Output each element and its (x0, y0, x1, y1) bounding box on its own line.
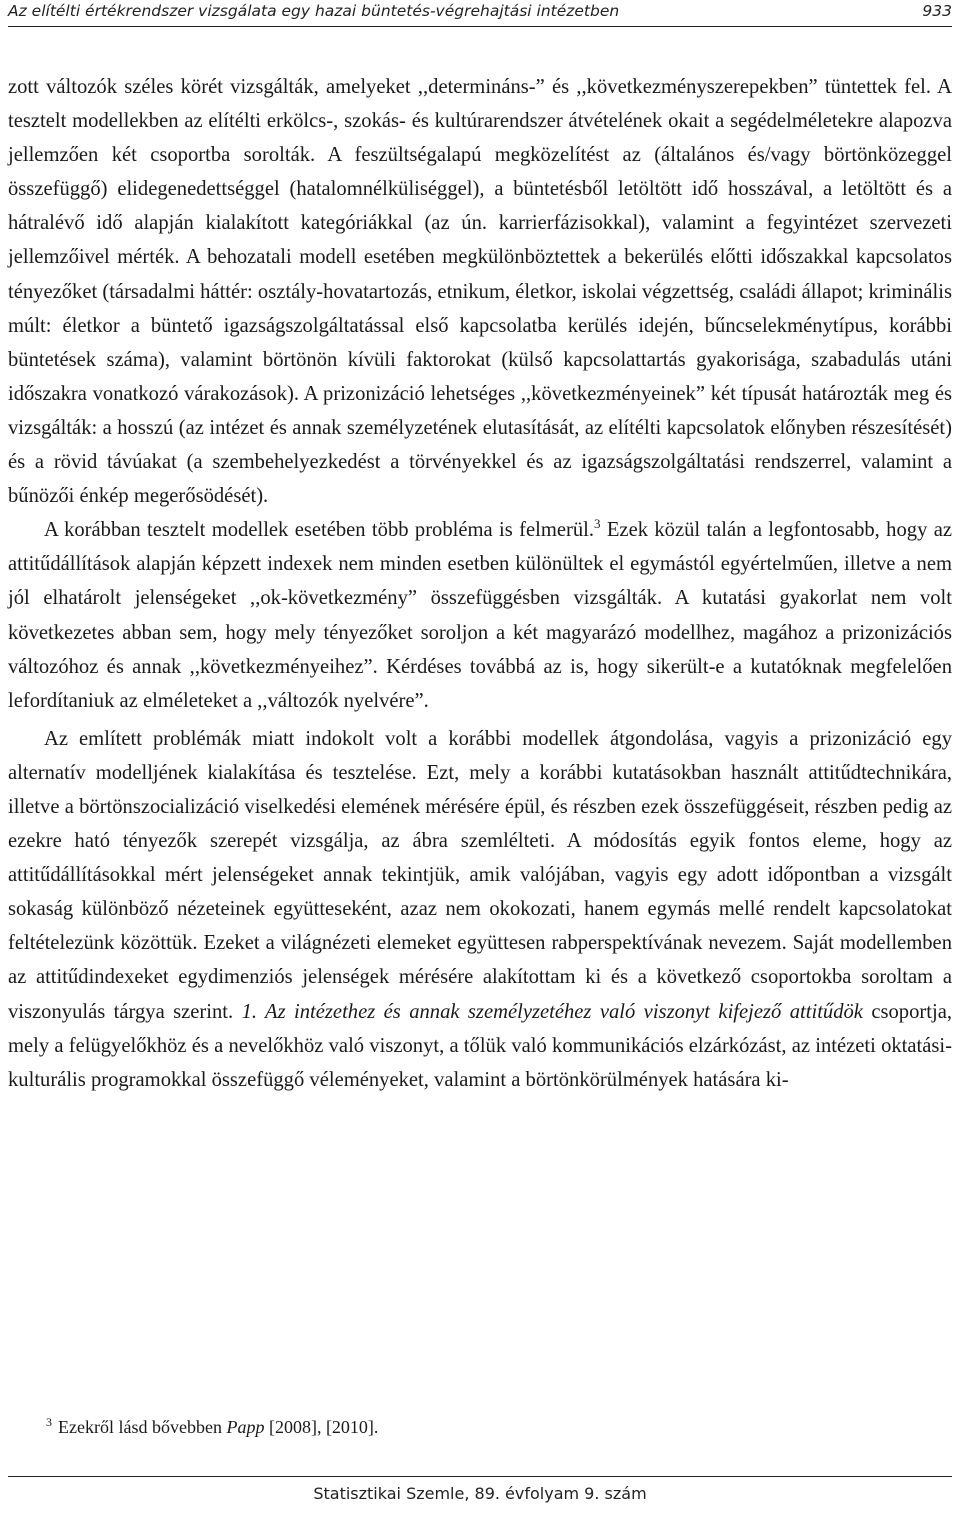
header-title: Az elítélti értékrendszer vizsgálata egy hazai büntetés-végrehajtási intézetben (8, 2, 620, 20)
paragraph-3-text-b: csoportja, mely a felügyelőkhöz és a nevelőkhöz való viszonyt, a tőlük való kommunikációs elzárkózást, az intézeti oktatási-kulturális programokkal összefüggő véleményeket, valamint a börtönkörülmények hatására ki- (8, 1000, 952, 1091)
paragraph-1: zott változók széles körét vizsgálták, amelyeket ,,determináns-” és ,,következményszerepekben” tüntettek fel. A tesztelt modellekben az elítélti erkölcs-, szokás- és kultúrarendszer átvételének okait a segédelméletekre alapozva jellemzően két csoportba sorolták. A feszültségalapú megközelítést az (általános és/vagy börtönközeggel összefüggő) elidegenedettséggel (hatalomnélküliséggel), a büntetésből letöltött idő hosszával, a letöltött és a hátralévő idő alapján kialakított kategóriákkal (az ún. karrierfázisokkal), valamint a fegyintézet szervezeti jellemzőivel mérték. A behozatali modell esetében megkülönböztettek a bekerülés előtti időszakkal kapcsolatos tényezőket (társadalmi háttér: osztály-hovatartozás, etnikum, életkor, iskolai végzettség, családi állapot; kriminális múlt: életkor a büntető igazságszolgáltatással első kapcsolatba kerülés idején, bűncselekménytípus, korábbi büntetések száma), valamint börtönön kívüli faktorokat (külső kapcsolattartás gyakorisága, szabadulás utáni időszakra vonatkozó várakozások). A prizonizáció lehetséges ,,következményeinek” két típusát határozták meg és vizsgálták: a hosszú (az intézet és annak személyzetének elutasítását, az elítélti kapcsolatok előnyben részesítését) és a rövid távúakat (a szembehelyezkedést a törvényekkel és az igazságszolgáltatási rendszerrel, valamint a bűnözői énkép megerősödését). (8, 76, 952, 508)
running-header (8, 0, 952, 22)
header-rule (8, 26, 952, 27)
paragraph-3 (8, 722, 952, 1097)
paragraph-3-italic-term: 1. Az intézethez és annak személyzetéhez való viszonyt kifejező attitűdök (241, 1000, 863, 1023)
running-footer: Statisztikai Szemle, 89. évfolyam 9. szám (313, 1484, 647, 1503)
footnote-3 (46, 1415, 378, 1439)
paragraph-2-text-a: A korábban tesztelt modellek esetében több probléma is felmerül. (44, 519, 594, 542)
paragraph-2 (8, 513, 952, 718)
footnote-reference-3[interactable]: 3 (594, 516, 601, 532)
paragraph-2-text-b: Ezek közül talán a legfontosabb, hogy az attitűdállítások alapján képzett indexek nem minden esetben különültek el egymástól egyértelműen, illetve a nem jól elhatárolt jelenségeket ,,ok-következmény” összefüggésben vizsgálták. A kutatási gyakorlat nem volt következetes abban sem, hogy mely tényezőket soroljon a két magyarázó modellhez, magához a prizonizációs változóhoz és annak ,,következményeihez”. Kérdéses továbbá az is, hogy sikerült-e a kutatóknak megfelelően lefordítaniuk az elméleteket a ,,változók nyelvére”. (8, 519, 952, 712)
header-page-number: 933 (922, 2, 952, 20)
paragraph-3-text-a: Az említett problémák miatt indokolt volt a korábbi modellek átgondolása, vagyis a prizonizáció egy alternatív modelljének kialakítása és tesztelése. Ezt, mely a korábbi kutatásokban használt attitűdtechnikára, illetve a börtönszocializáció viselkedési elemének mérésére épül, és részben ezek összefüggéseit, részben pedig az ezekre ható tényezők szerepét vizsgálja, az ábra szemlélteti. A módosítás egyik fontos eleme, hogy az attitűdállításokkal mért jelenségeket annak tekintjük, amik valójában, vagyis egy adott időpontban a vizsgált sokaság különböző nézeteinek együtteseként, azaz nem okokozati, hanem egymás mellé rendelt kapcsolatokat feltételezünk közöttük. Ezeket a világnézeti elemeket együttesen rabperspektívának nevezem. Saját modellemben az attitűdindexeket egydimenziós jelenségek mérésére alakítottam ki és a következő csoportokba soroltam a viszonyulás tárgya szerint. (8, 727, 952, 1023)
footnote-number: 3 (46, 1415, 52, 1429)
article-body (8, 70, 952, 1097)
footnote-text-a: Ezekről lásd bővebben (58, 1417, 227, 1437)
footer-rule (8, 1476, 952, 1477)
footnote-text-b: [2008], [2010]. (264, 1417, 379, 1437)
footnote-author: Papp (226, 1417, 265, 1437)
